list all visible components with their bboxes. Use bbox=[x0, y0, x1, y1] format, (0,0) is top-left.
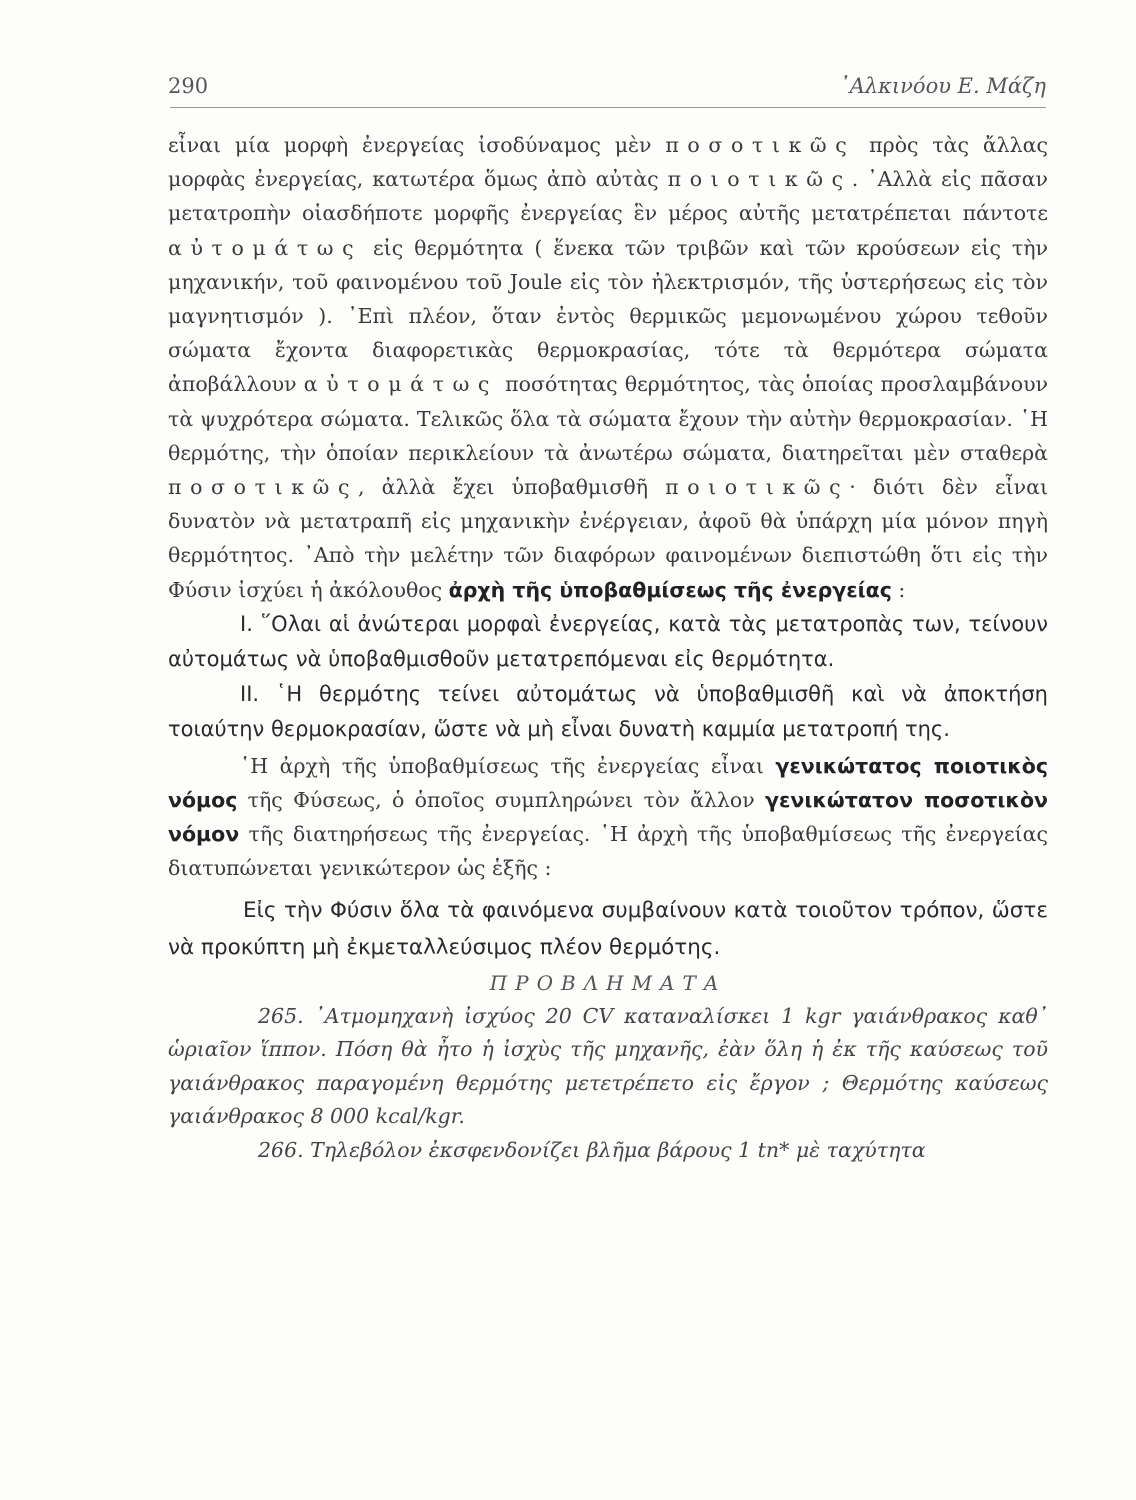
text-run: . ᾿Αλλὰ εἰς πᾶσαν μετατροπὴν οἱασδήποτε μορφῆς ἐνεργείας ἓν μέρος αὐτῆς μετατρέπεται πάντοτε bbox=[168, 167, 1048, 226]
text-run: · διότι δὲν εἶναι δυνατὸν νὰ μετατραπῆ εἰς μηχανικὴν ἐνέργειαν, ἀφοῦ θὰ ὑπάρχη μία μόνον πηγὴ θερμότητος. ᾿Απὸ τὴν μελέτην τῶν διαφόρων φαινομένων διεπιστώθη ὅτι εἰς τὴν Φύσιν ἰσχύει ἡ ἀκόλουθος bbox=[168, 475, 1048, 602]
text-run: εἰς θερμότητα ( ἕνεκα τῶν τριβῶν καὶ τῶν κρούσεων εἰς τὴν μηχανικήν, τοῦ φαινομένου τοῦ Joule εἰς τὸν ἠλεκτρισμόν, τῆς ὑστερήσεως εἰς τὸν μαγνητισμόν ). ᾿Επὶ πλέον, ὅταν ἐντὸς θερμικῶς μεμονωμένου χώρου τεθοῦν σώματα ἔχοντα διαφορετικὰς θερμοκρασίας, τότε τὰ θερμότερα σώματα ἀποβάλλουν bbox=[168, 235, 1048, 397]
text-run: πρὸς τὰς ἄλλας μορφὰς ἐνεργείας, κατωτέρα ὅμως ἀπὸ αὐτὰς bbox=[168, 133, 1048, 192]
bold-term: γενικώτατον ποσοτικὸν νόμον bbox=[168, 788, 1048, 847]
text-run: εἶναι μία μορφὴ ἐνεργείας ἰσοδύναμος μὲν bbox=[168, 133, 666, 157]
spaced-term: ποιοτικῶς bbox=[667, 167, 852, 192]
text-run: ῾Η ἀρχὴ τῆς ὑποβαθμίσεως τῆς ἐνεργείας εἶναι bbox=[240, 753, 776, 778]
paragraph-conservation bbox=[168, 128, 1048, 607]
problem-266: 266. Τηλεβόλον ἐκσφενδονίζει βλῆμα βάρους 1 tn* μὲ ταχύτητα bbox=[258, 1137, 926, 1162]
spaced-term: ποιοτικῶς bbox=[665, 475, 850, 500]
text-run: τῆς Φύσεως, ὁ ὁποῖος συμπληρώνει τὸν ἄλλον bbox=[237, 788, 766, 813]
spaced-term: ποσοτικῶς bbox=[665, 133, 856, 157]
text-run: : bbox=[891, 577, 906, 602]
text-run: , ἀλλὰ ἔχει ὑποβαθμισθῆ bbox=[358, 475, 666, 500]
problems-heading: ΠΡΟΒΛΗΜΑΤΑ bbox=[489, 970, 727, 995]
bold-term: γενικώτατος ποιοτικὸς νόμος bbox=[168, 753, 1048, 813]
header-rule bbox=[170, 107, 1046, 108]
principle-2: II. ῾Η θερμότης τείνει αὐτομάτως νὰ ὑποβαθμισθῆ καὶ νὰ ἀποκτήση τοιαύτην θερμοκρασίαν, ὥστε νὰ μὴ εἶναι δυνατὴ καμμία μετατροπή της. bbox=[168, 681, 1048, 741]
page-header bbox=[168, 74, 1046, 106]
bold-term: ἀρχὴ τῆς ὑποβαθμίσεως τῆς ἐνεργείας bbox=[448, 577, 892, 602]
page-number: 290 bbox=[168, 74, 209, 98]
spaced-term: ποσοτικῶς bbox=[168, 475, 359, 500]
spaced-term: αὐτομάτως bbox=[303, 372, 498, 397]
principle-1: I. ῞Ολαι αἱ ἀνώτεραι μορφαὶ ἐνεργείας, κατὰ τὰς μετατροπὰς των, τείνουν αὐτομάτως νὰ ὑποβαθμισθοῦν μετατρεπόμεναι εἰς θερμότητα. bbox=[168, 611, 1048, 671]
text-run: τῆς διατηρήσεως τῆς ἐνεργείας. ῾Η ἀρχὴ τῆς ὑποβαθμίσεως τῆς ἐνεργείας διατυπώνεται γενικώτερον ὡς ἑξῆς : bbox=[168, 822, 1048, 881]
page-body bbox=[168, 128, 1048, 1167]
paragraph-degradation-law bbox=[168, 749, 1048, 886]
general-statement: Εἰς τὴν Φύσιν ὅλα τὰ φαινόμενα συμβαίνουν κατὰ τοιοῦτον τρόπον, ὥστε νὰ προκύπτη μὴ ἐκμεταλλεύσιμος πλέον θερμότης. bbox=[168, 897, 1048, 960]
text-run: ποσότητας θερμότητος, τὰς ὁποίας προσλαμβάνουν τὰ ψυχρότερα σώματα. Τελικῶς ὅλα τὰ σώματα ἔχουν τὴν αὐτὴν θερμοκρασίαν. ῾Η θερμότης, τὴν ὁποίαν περικλείουν τὰ ἀνωτέρω σώματα, διατηρεῖται μὲν σταθερὰ bbox=[168, 372, 1048, 465]
problem-265: 265. ᾿Ατμομηχανὴ ἰσχύος 20 CV καταναλίσκει 1 kgr γαιάνθρακος καθ᾿ ὡριαῖον ἵππον. Πόση θὰ ἦτο ἡ ἰσχὺς τῆς μηχανῆς, ἐὰν ὅλη ἡ ἐκ τῆς καύσεως τοῦ γαιάνθρακος παραγομένη θερμότης μετετρέπετο εἰς ἔργον ; Θερμότης καύσεως γαιάνθρακος 8 000 kcal/kgr. bbox=[168, 1003, 1048, 1129]
spaced-term: αὐτομάτως bbox=[168, 235, 363, 260]
running-head: ᾿Αλκινόου Ε. Μάζη bbox=[839, 74, 1046, 98]
